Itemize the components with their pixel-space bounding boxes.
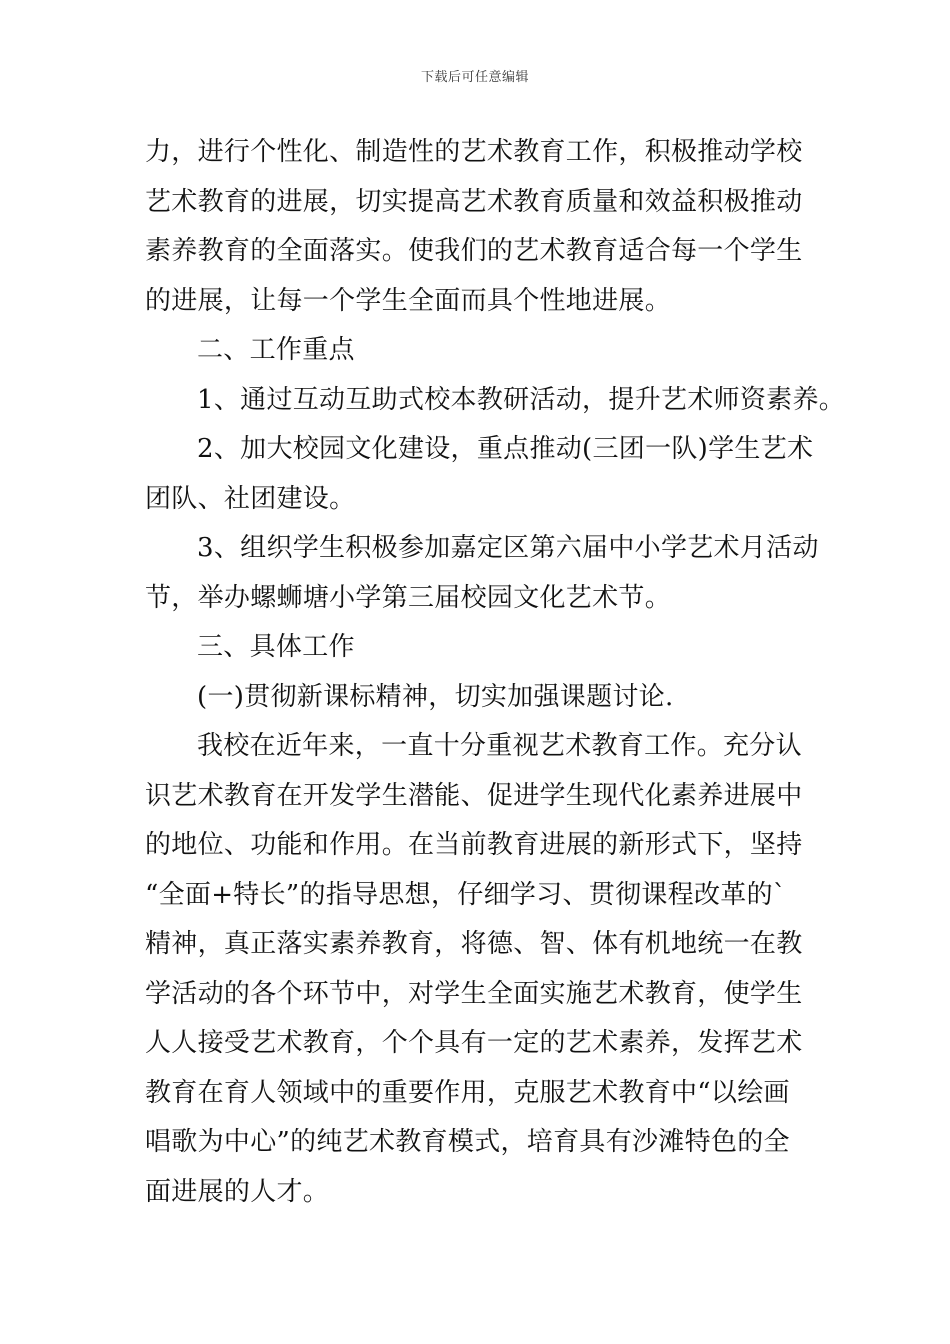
text-line: 的地位、功能和作用。在当前教育进展的新形式下，坚持 (145, 830, 803, 860)
section-heading-work-focus: 二、工作重点 (197, 335, 355, 365)
text-line: 人人接受艺术教育，个个具有一定的艺术素养，发挥艺术 (145, 1028, 803, 1058)
text-line: 精神，真正落实素养教育，将德、智、体有机地统一在教 (145, 929, 803, 959)
text-line: 节，举办螺蛳塘小学第三届校园文化艺术节。 (145, 582, 672, 613)
text-line: 力，进行个性化、制造性的艺术教育工作，积极推动学校 (145, 137, 803, 167)
text-line: 学活动的各个环节中，对学生全面实施艺术教育，使学生 (145, 978, 803, 1009)
list-item: 2、加大校园文化建设，重点推动(三团一队)学生艺术 (197, 434, 814, 464)
text-line: 教育在育人领域中的重要作用，克服艺术教育中“以绘画 (145, 1077, 790, 1108)
page-header: 下载后可任意编辑 (420, 70, 529, 85)
text-line: 我校在近年来，一直十分重视艺术教育工作。充分认 (197, 731, 802, 761)
text-line: 的进展，让每一个学生全面而具个性地进展。 (145, 285, 672, 316)
text-line: “全面+特长”的指导思想，仔细学习、贯彻课程改革的` (145, 879, 787, 910)
text-line: 唱歌为中心”的纯艺术教育模式，培育具有沙滩特色的全 (145, 1127, 790, 1157)
list-item: 1、通过互动互助式校本教研活动，提升艺术师资素养。 (197, 384, 846, 415)
text-line: 识艺术教育在开发学生潜能、促进学生现代化素养进展中 (145, 780, 803, 811)
subsection-heading: (一)贯彻新课标精神，切实加强课题讨论. (197, 681, 674, 712)
list-item: 3、组织学生积极参加嘉定区第六届中小学艺术月活动 (197, 533, 819, 563)
text-line: 面进展的人才。 (145, 1176, 330, 1207)
section-heading-specific-work: 三、具体工作 (197, 632, 355, 662)
text-line: 素养教育的全面落实。使我们的艺术教育适合每一个学生 (145, 236, 803, 266)
text-line: 艺术教育的进展，切实提高艺术教育质量和效益积极推动 (145, 186, 803, 217)
document-body (145, 128, 846, 1217)
text-line: 团队、社团建设。 (145, 483, 356, 514)
